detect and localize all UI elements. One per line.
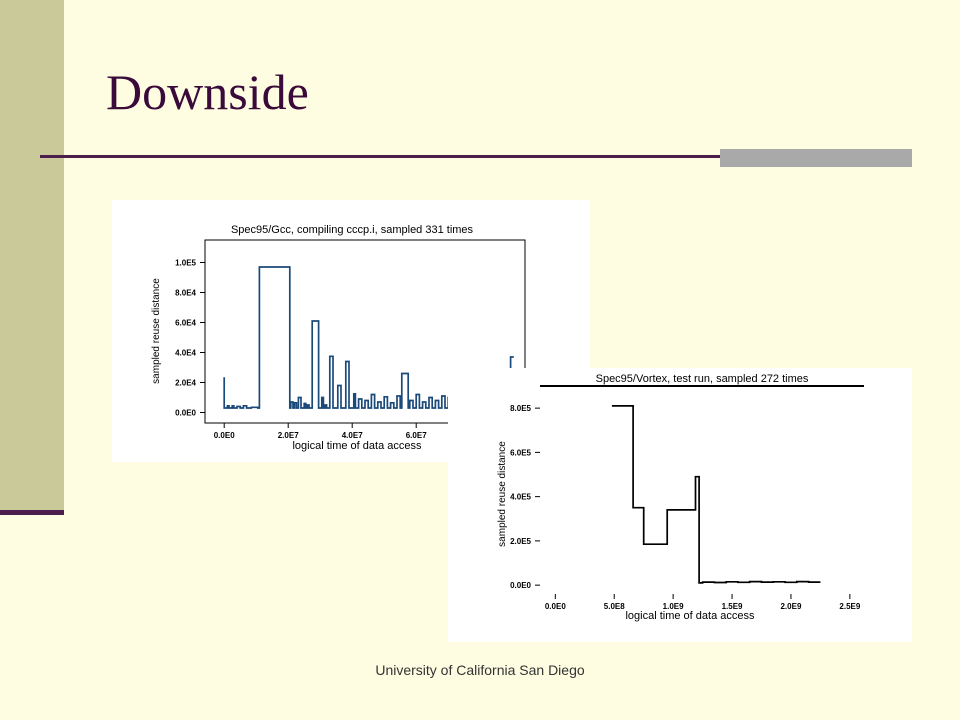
y-tick-label: 0.0E0: [510, 581, 531, 591]
x-axis-label: logical time of data access: [292, 440, 422, 452]
y-tick-label: 2.0E5: [510, 536, 531, 546]
y-axis-label: sampled reuse distance: [497, 441, 508, 547]
sidebar-accent: [0, 510, 64, 515]
chart-vortex-panel: [448, 368, 912, 642]
x-tick-label: 1.0E9: [662, 602, 684, 611]
y-axis-label: sampled reuse distance: [151, 278, 162, 384]
x-tick-label: 2.5E9: [839, 602, 861, 611]
y-tick-label: 1.0E5: [175, 258, 196, 268]
y-tick-label: 6.0E4: [175, 318, 196, 328]
y-tick-label: 4.0E5: [510, 492, 531, 502]
y-tick-label: 6.0E5: [510, 448, 531, 458]
x-tick-label: 5.0E8: [603, 602, 625, 611]
chart-title: Spec95/Gcc, compiling cccp.i, sampled 331 times: [230, 224, 474, 236]
y-tick-label: 0.0E0: [175, 408, 196, 418]
slide-title: Downside: [106, 64, 309, 120]
y-tick-label: 2.0E4: [175, 378, 196, 388]
chart-vortex: [448, 368, 912, 642]
x-tick-label: 2.0E7: [277, 431, 299, 440]
sidebar-bar: [0, 0, 64, 512]
chart-title: Spec95/Vortex, test run, sampled 272 times: [595, 373, 809, 385]
x-tick-label: 2.0E9: [780, 602, 802, 611]
x-tick-label: 0.0E0: [213, 431, 235, 440]
x-tick-label: 4.0E7: [341, 431, 363, 440]
footer-text: University of California San Diego: [375, 662, 585, 678]
x-tick-label: 6.0E7: [405, 431, 427, 440]
x-tick-label: 1.5E9: [721, 602, 743, 611]
y-tick-label: 4.0E4: [175, 348, 196, 358]
series-line-vortex: [612, 406, 821, 583]
y-tick-label: 8.0E4: [175, 288, 196, 298]
y-tick-label: 8.0E5: [510, 404, 531, 414]
x-tick-label: 0.0E0: [544, 602, 566, 611]
divider-block: [720, 149, 912, 167]
x-axis-label: logical time of data access: [625, 610, 755, 622]
